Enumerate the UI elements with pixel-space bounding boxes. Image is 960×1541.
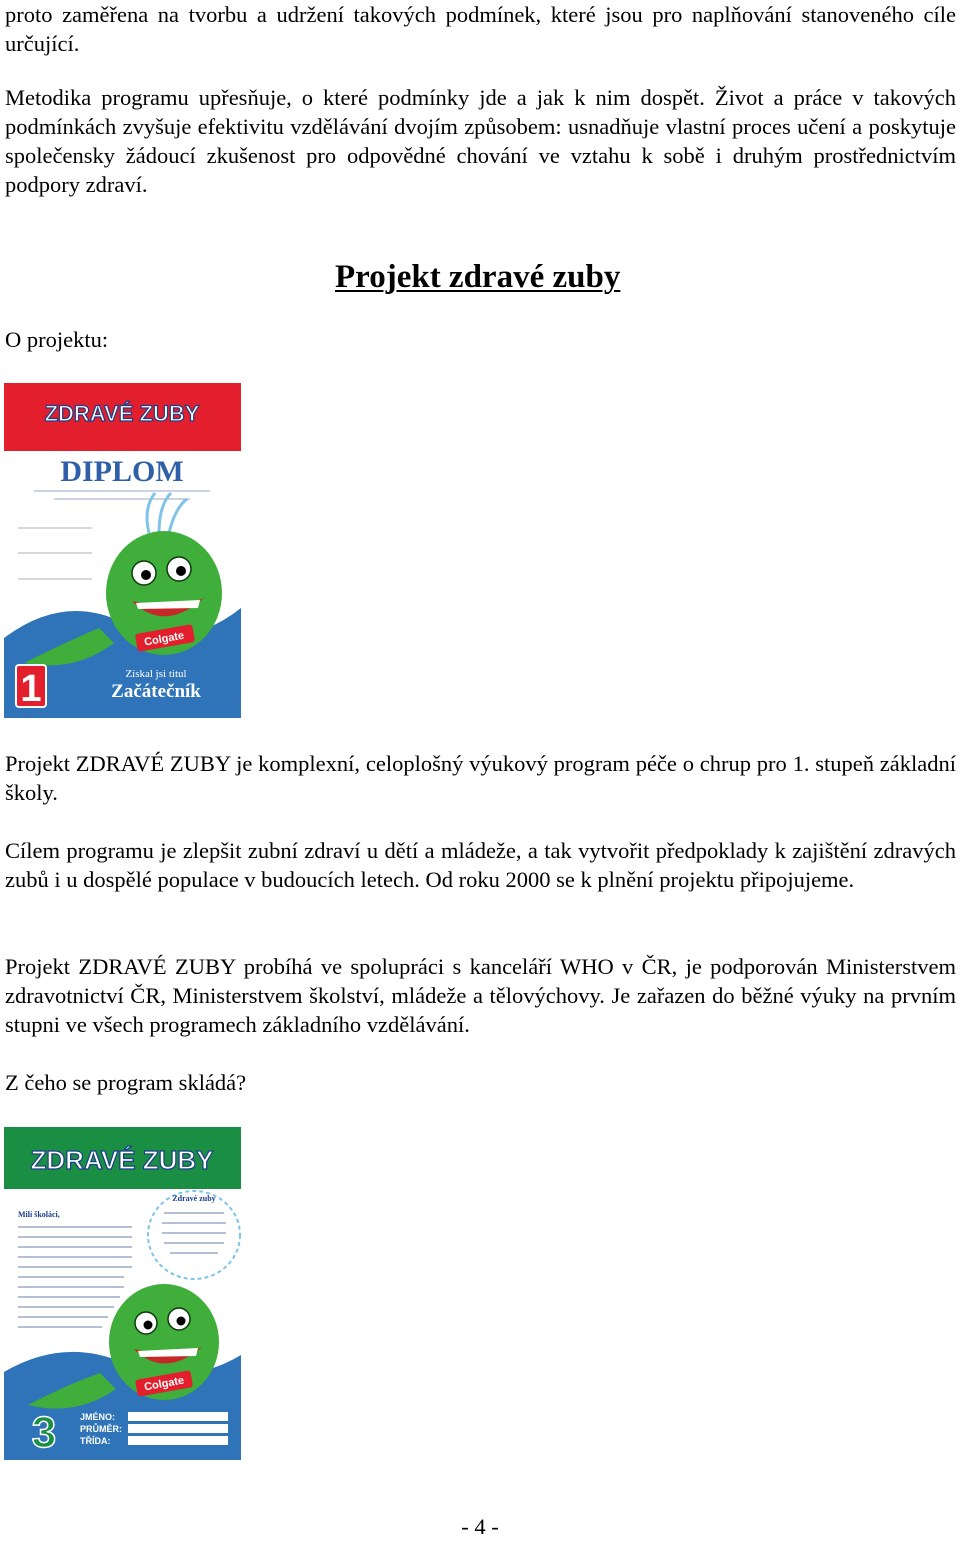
cover1-sponsor: Colgate: [143, 629, 186, 649]
cover2-bubble-title: Zdravé zuby: [172, 1194, 216, 1203]
cover2-number: 3: [31, 1408, 57, 1457]
paragraph-methodology: Metodika programu upřesňuje, o které podmínky jde a jak k nim dospět. Život a práce v takových podmínkách zvyšuje efektivitu vzdělávání dvojím způsobem: usnadňuje vlastní proces učení a poskytuje společensky žádoucí zkušenost pro odpovědné chování ve vztahu k sobě i druhým prostřednictvím podpory zdraví.: [5, 85, 956, 197]
cover2-field-class: TŘÍDA:: [80, 1436, 111, 1446]
cover1-subtitle: Získal jsi titul: [125, 668, 187, 680]
cover1-rank: Začátečník: [111, 681, 201, 702]
cover2-field-name: JMÉNO:: [80, 1412, 116, 1422]
paragraph-program-goal: Cílem programu je zlepšit zubní zdraví u dětí a mládeže, a tak vytvořit předpoklady k zajištění zdravých zubů i u dospělé populace v budoucích letech. Od roku 2000 se k plnění projektu připojujeme.: [5, 838, 956, 892]
page-number: - 4 -: [461, 1514, 499, 1539]
paragraph-intro: proto zaměřena na tvorbu a udržení takových podmínek, které jsou pro naplňování stanoveného cíle určující.: [5, 2, 956, 56]
cover1-number: 1: [20, 668, 42, 710]
cover2-field-average: PRŮMĚR:: [80, 1424, 122, 1434]
question-heading: Z čeho se program skládá?: [5, 1070, 247, 1095]
paragraph-project-description: Projekt ZDRAVÉ ZUBY je komplexní, celoplošný výukový program péče o chrup pro 1. stupeň základní školy.: [5, 751, 956, 805]
cover2-brand: ZDRAVÉ ZUBY: [30, 1145, 214, 1175]
cover2-sponsor: Colgate: [143, 1374, 186, 1394]
diploma-cover-image: [4, 383, 241, 718]
paragraph-cooperation: Projekt ZDRAVÉ ZUBY probíhá ve spolupráci s kanceláří WHO v ČR, je podporován Ministerstvem zdravotnictví ČR, Ministerstvem školství, mládeže a tělovýchovy. Je zařazen do běžné výuky na prvním stupni ve všech programech základního vzdělávání.: [5, 954, 956, 1037]
page-title: Projekt zdravé zuby: [335, 259, 621, 295]
cover1-brand: ZDRAVÉ ZUBY: [44, 401, 200, 426]
cover1-title: DIPLOM: [60, 455, 184, 488]
cover2-letter-heading: Milí školáci,: [18, 1210, 60, 1219]
about-label: O projektu:: [5, 327, 109, 352]
workbook-cover-image: [4, 1127, 241, 1460]
